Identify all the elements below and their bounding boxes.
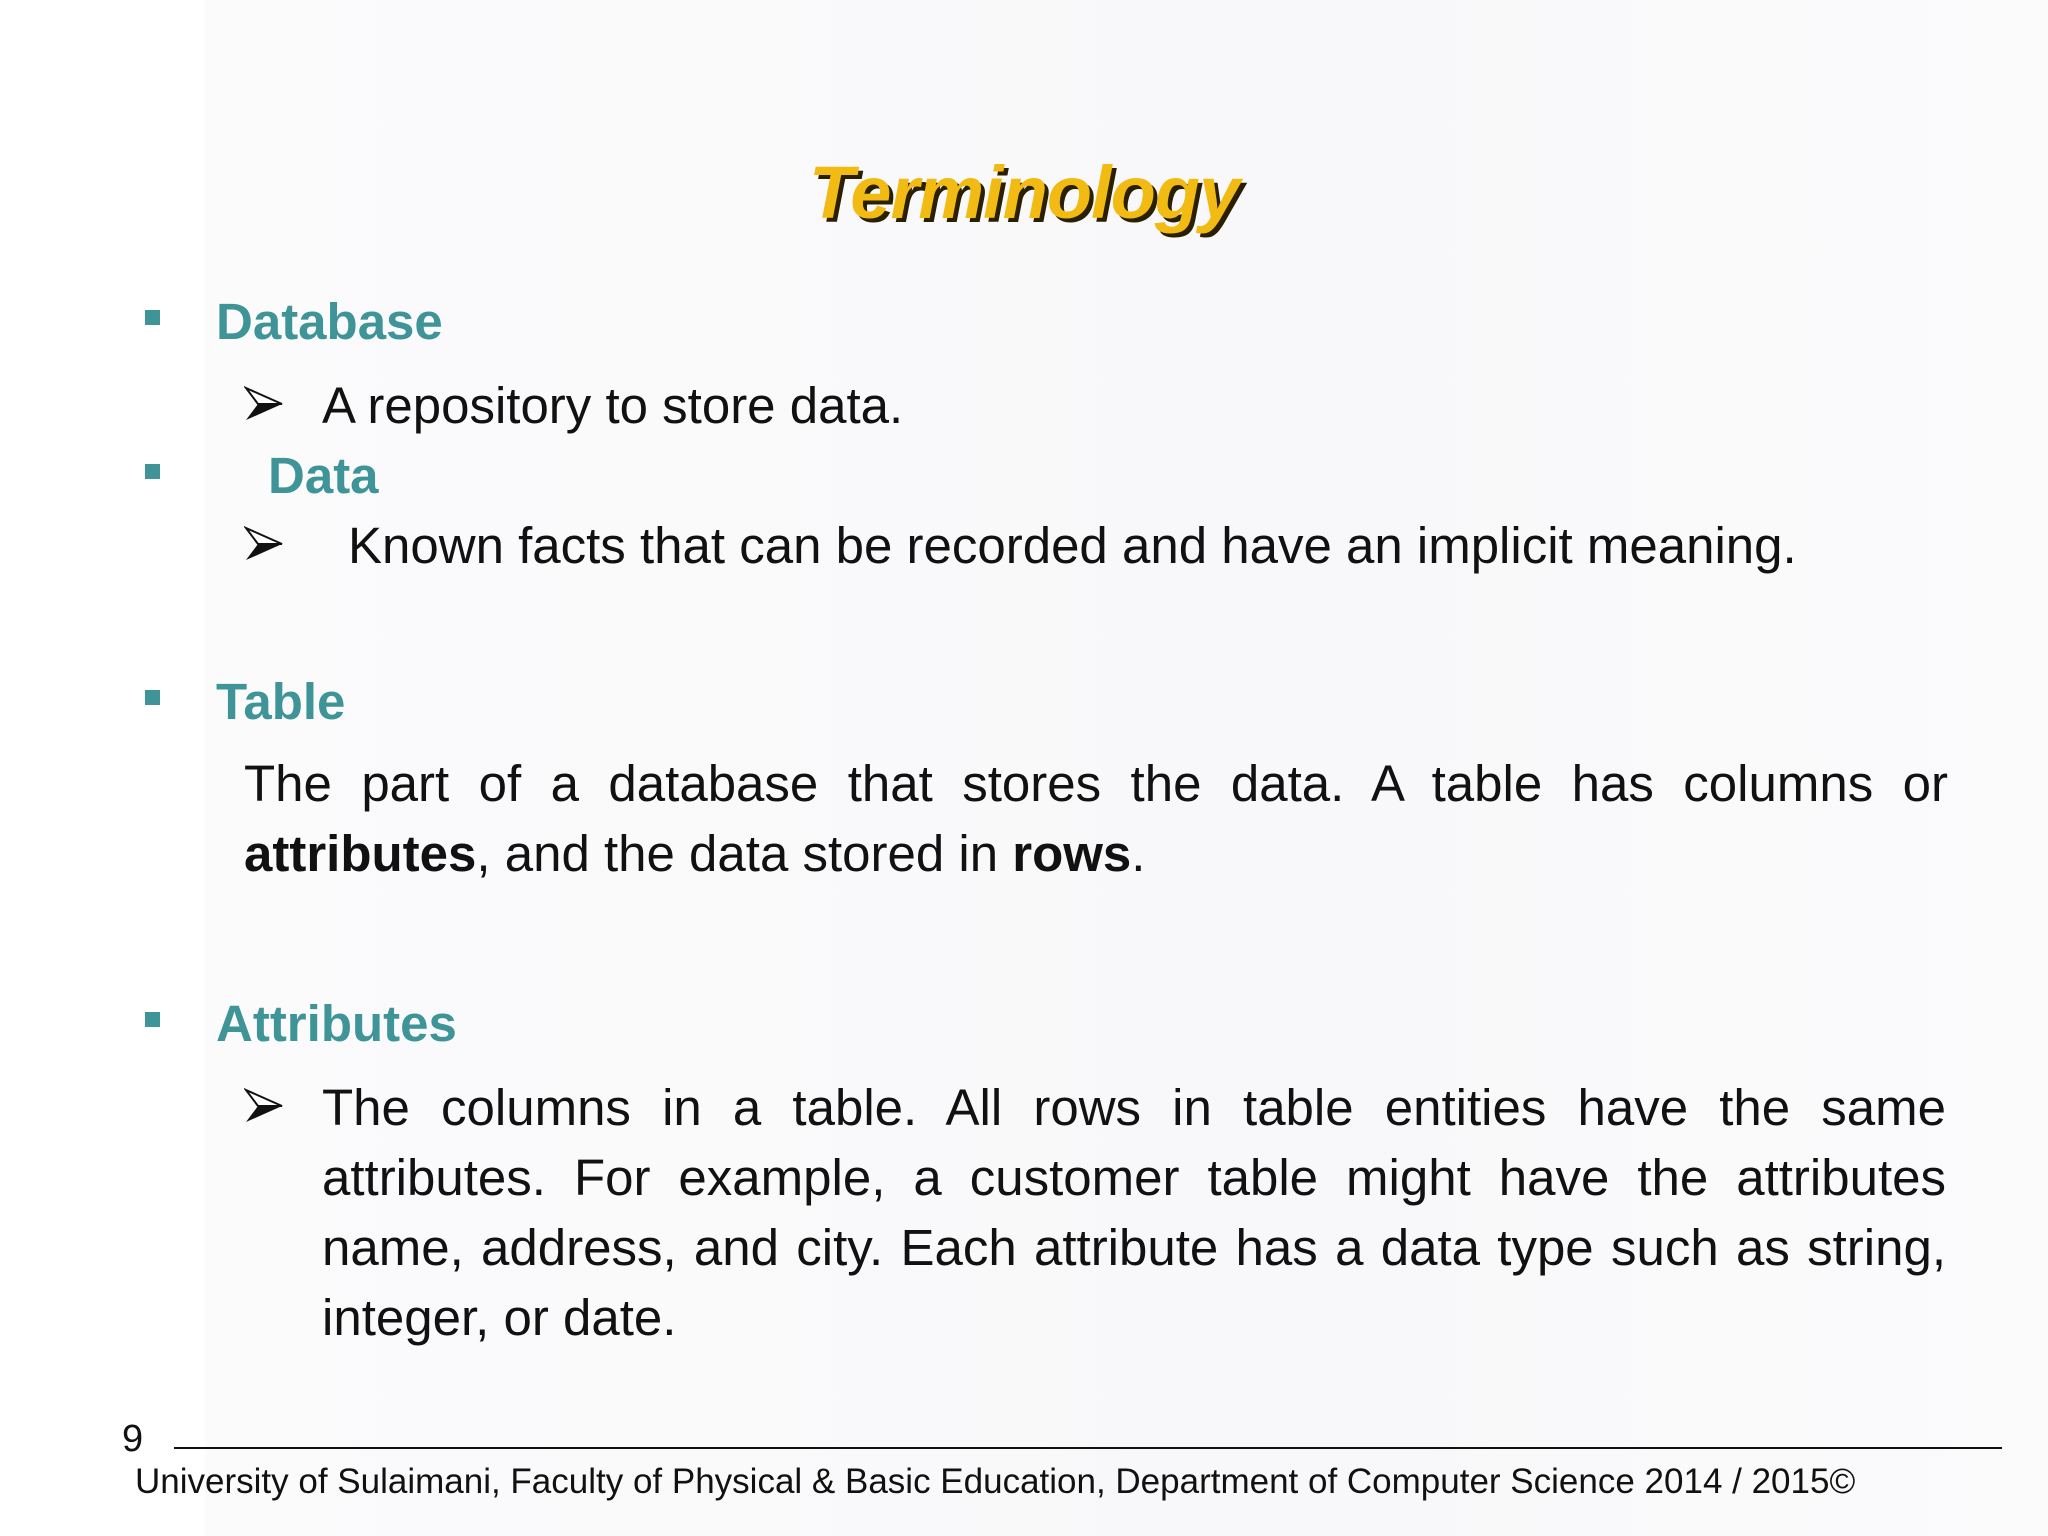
table-definition bbox=[244, 749, 1948, 889]
attributes-definition: The columns in a table. All rows in table entities have the same attributes. For example, a customer table might have the attributes name, address, and city. Each attribute has a data type such as string, integer, or date. bbox=[322, 1079, 1946, 1346]
slide-title: Terminology bbox=[808, 151, 1240, 234]
square-bullet-icon bbox=[145, 690, 160, 705]
table-definition-text-1: The part of a database that stores the data. A table has columns or bbox=[244, 755, 1948, 812]
square-bullet-icon bbox=[145, 310, 160, 325]
heading-table: Table bbox=[216, 673, 346, 730]
arrowhead-bullet-icon bbox=[244, 1086, 284, 1126]
heading-attributes: Attributes bbox=[216, 995, 457, 1052]
footer-divider bbox=[174, 1447, 2002, 1449]
database-definition: A repository to store data. bbox=[322, 377, 904, 434]
square-bullet-icon bbox=[145, 1012, 160, 1027]
square-bullet-icon bbox=[145, 464, 160, 479]
table-definition-bold-rows: rows bbox=[1012, 825, 1132, 882]
page-number: 9 bbox=[122, 1418, 144, 1460]
heading-database: Database bbox=[216, 293, 443, 350]
data-definition: Known facts that can be recorded and have an implicit meaning. bbox=[348, 517, 1797, 574]
heading-data: Data bbox=[268, 447, 379, 504]
table-definition-bold-attributes: attributes bbox=[244, 825, 477, 882]
arrowhead-bullet-icon bbox=[244, 524, 284, 564]
table-definition-text-3: . bbox=[1131, 825, 1146, 882]
footer-text: University of Sulaimani, Faculty of Physical & Basic Education, Department of Computer Science 2014 / 2015© bbox=[135, 1462, 1856, 1501]
arrowhead-bullet-icon bbox=[244, 384, 284, 424]
table-definition-text-2: , and the data stored in bbox=[476, 825, 1013, 882]
